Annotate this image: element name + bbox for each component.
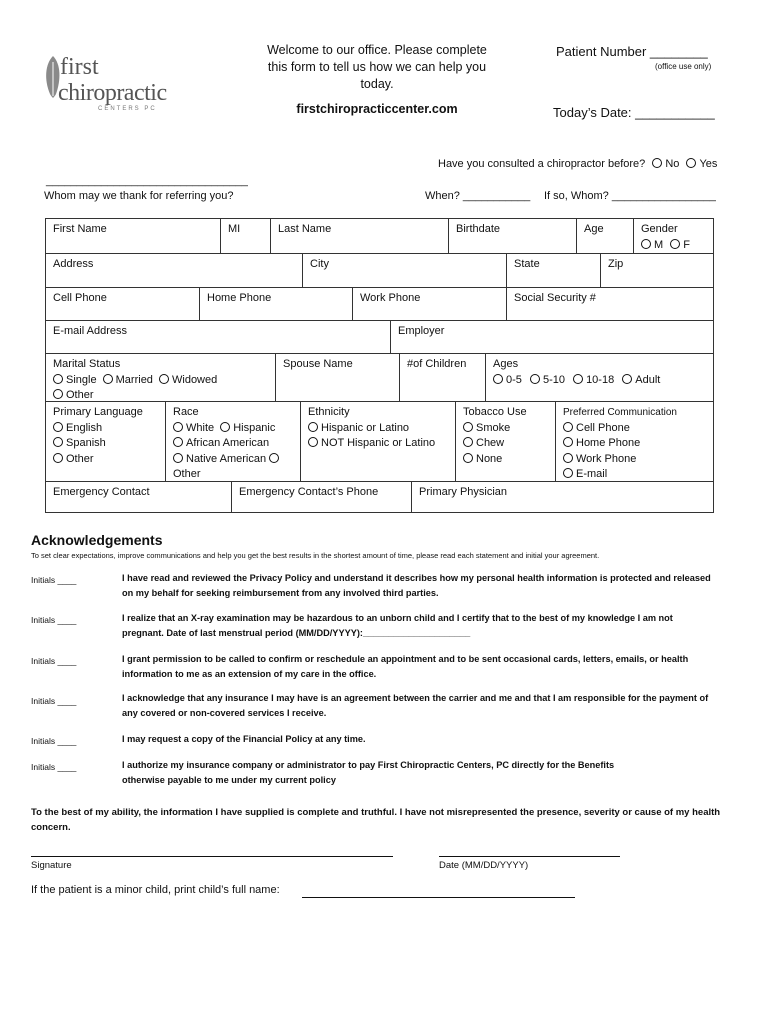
logo-text-centers: CENTERS PC: [98, 106, 157, 112]
first-name-field[interactable]: [46, 219, 221, 254]
age4-label: Adult: [635, 373, 661, 386]
pc-email-label: E-mail: [576, 468, 608, 480]
pc-work-label: Work Phone: [576, 452, 637, 465]
no-radio-icon[interactable]: [652, 158, 662, 168]
smoke-radio-icon[interactable]: [463, 422, 473, 432]
language-label: Primary Language: [53, 406, 143, 418]
pref-comm-label: Preferred Communication: [563, 407, 677, 418]
birthdate-field[interactable]: [449, 219, 577, 254]
ack-item-contact: I grant permission to be called to confirm or reschedule an appointment and to be sent occasional cards, letters, emails, or health information to me as an extension of my care in the office.: [122, 654, 689, 679]
home-phone-label: Home Phone: [207, 292, 272, 304]
when-field: When? ___________: [425, 190, 531, 202]
consulted-question: [438, 158, 717, 170]
race-other-radio-icon[interactable]: [269, 453, 279, 463]
ack-item-insurance: I acknowledge that any insurance I may have is an agreement between the carrier and me and that I am responsible for the payment of any covered or non-covered services I receive.: [122, 693, 709, 718]
logo: [40, 50, 180, 120]
chew-radio-icon[interactable]: [463, 437, 473, 447]
zip-label: Zip: [608, 258, 624, 270]
initials-field-5[interactable]: Initials ____: [31, 736, 77, 746]
ages-field: [486, 354, 713, 402]
welcome-message: Welcome to our office. Please complete this form to tell us how we can help you today.: [267, 43, 487, 91]
preferred-communication-field: [556, 402, 713, 482]
african-radio-icon[interactable]: [173, 437, 183, 447]
city-label: City: [310, 258, 329, 270]
office-use-note: (office use only): [655, 62, 712, 71]
website-url: firstchiropracticcenter.com: [296, 102, 458, 116]
zip-field[interactable]: [601, 254, 713, 288]
age2-radio-icon[interactable]: [530, 374, 540, 384]
initials-field-4[interactable]: Initials ____: [31, 696, 77, 706]
widowed-label: Widowed: [172, 373, 218, 386]
state-field[interactable]: [507, 254, 601, 288]
age-label: Age: [584, 223, 604, 235]
date-line[interactable]: [439, 856, 620, 857]
emergency-phone-field[interactable]: [232, 482, 412, 512]
pc-cell-label: Cell Phone: [576, 421, 630, 434]
children-field[interactable]: [400, 354, 486, 402]
referral-label: Whom may we thank for referring you?: [44, 190, 234, 202]
first-name-label: First Name: [53, 223, 107, 235]
pc-home-label: Home Phone: [576, 437, 641, 449]
physician-field[interactable]: [412, 482, 713, 512]
email-label: E-mail Address: [53, 325, 127, 337]
initials-field-3[interactable]: Initials ____: [31, 656, 77, 666]
ack-title: Acknowledgements: [31, 532, 163, 548]
ethnicity-field: [301, 402, 456, 482]
cell-phone-field[interactable]: [46, 288, 200, 321]
marital-label: Marital Status: [53, 358, 121, 370]
not-hisp-label: NOT Hispanic or Latino: [321, 437, 436, 449]
none-label: None: [476, 452, 503, 465]
initials-field-2[interactable]: Initials ____: [31, 615, 77, 625]
pc-home-radio-icon[interactable]: [563, 437, 573, 447]
chew-label: Chew: [476, 437, 505, 449]
widowed-radio-icon[interactable]: [159, 374, 169, 384]
state-label: State: [514, 258, 540, 270]
ssn-field[interactable]: [507, 288, 713, 321]
white-radio-icon[interactable]: [173, 422, 183, 432]
age2-label: 5-10: [542, 373, 565, 386]
ack-item-authorize: I authorize my insurance company or administrator to pay First Chiropractic Centers, PC directly for the Benefits otherwise payable to me under my current policy: [122, 760, 615, 785]
work-phone-label: Work Phone: [360, 292, 421, 304]
whom-field: If so, Whom? _________________: [544, 190, 716, 202]
race-label: Race: [173, 406, 199, 418]
gender-f-radio-icon[interactable]: [670, 239, 680, 249]
tobacco-label: Tobacco Use: [463, 406, 527, 418]
gender-m-radio-icon[interactable]: [641, 239, 651, 249]
white-label: White: [186, 421, 215, 434]
minor-child-label: If the patient is a minor child, print child’s full name:: [31, 884, 280, 896]
english-radio-icon[interactable]: [53, 422, 63, 432]
initials-field-1[interactable]: Initials ____: [31, 575, 77, 585]
pc-cell-radio-icon[interactable]: [563, 422, 573, 432]
yes-label: Yes: [699, 158, 718, 170]
gender-field: [634, 219, 713, 254]
city-field[interactable]: [303, 254, 507, 288]
consulted-label: Have you consulted a chiropractor before?: [438, 158, 646, 170]
smoke-label: Smoke: [476, 421, 511, 434]
ack-item-privacy: I have read and reviewed the Privacy Policy and understand it describes how my personal health information is protected and released on my behalf for seeking reimbursement from any involved third parties.: [122, 573, 711, 598]
gender-label: Gender: [641, 223, 678, 235]
language-other-radio-icon[interactable]: [53, 453, 63, 463]
minor-child-name-line[interactable]: [302, 897, 575, 898]
ack-item-financial: I may request a copy of the Financial Policy at any time.: [122, 734, 366, 744]
ethnicity-label: Ethnicity: [308, 406, 350, 418]
single-radio-icon[interactable]: [53, 374, 63, 384]
patient-number-field: Patient Number ________: [556, 44, 708, 59]
address-label: Address: [53, 258, 94, 270]
language-other-label: Other: [66, 452, 94, 465]
married-label: Married: [115, 373, 153, 386]
race-other-label: Other: [173, 468, 201, 480]
truthful-statement: To the best of my ability, the information I have supplied is complete and truthful. I have not misrepresented the presence, severity or cause of my health concern.: [31, 807, 721, 833]
age4-radio-icon[interactable]: [622, 374, 632, 384]
age-field[interactable]: [577, 219, 634, 254]
birthdate-label: Birthdate: [456, 223, 501, 235]
last-name-label: Last Name: [278, 223, 332, 235]
not-hisp-radio-icon[interactable]: [308, 437, 318, 447]
children-label: #of Children: [407, 358, 467, 370]
cell-phone-label: Cell Phone: [53, 292, 107, 304]
hispanic-label: Hispanic: [233, 421, 276, 434]
patient-info-grid: [45, 218, 714, 513]
physician-label: Primary Physician: [419, 486, 508, 498]
ssn-label: Social Security #: [514, 292, 596, 304]
pc-work-radio-icon[interactable]: [563, 453, 573, 463]
gender-f-label: F: [683, 238, 690, 251]
native-label: Native American: [186, 452, 267, 465]
spouse-name-field[interactable]: [276, 354, 400, 402]
marital-other-label: Other: [66, 389, 94, 401]
ack-intro: To set clear expectations, improve communications and help you get the best results in the shortest amount of time, please read each statement and initial your agreement.: [31, 551, 600, 560]
employer-field[interactable]: [391, 321, 713, 354]
age1-label: 0-5: [506, 373, 522, 386]
logo-text-chiropractic: chiropractic: [58, 80, 167, 106]
mi-label: MI: [228, 223, 241, 235]
primary-language-field: [46, 402, 166, 482]
none-radio-icon[interactable]: [463, 453, 473, 463]
work-phone-field[interactable]: [353, 288, 507, 321]
no-label: No: [665, 158, 680, 170]
gender-m-label: M: [654, 238, 664, 251]
referral-line: _________________________________: [46, 175, 248, 187]
home-phone-field[interactable]: [200, 288, 353, 321]
last-name-field[interactable]: [271, 219, 449, 254]
pc-email-radio-icon[interactable]: [563, 468, 573, 478]
employer-label: Employer: [398, 325, 445, 337]
marital-status-field: [46, 354, 276, 402]
married-radio-icon[interactable]: [103, 374, 113, 384]
tobacco-field: [456, 402, 556, 482]
native-radio-icon[interactable]: [173, 453, 183, 463]
ages-label: Ages: [493, 358, 519, 370]
african-label: African American: [186, 437, 270, 449]
age3-label: 10-18: [586, 373, 615, 386]
address-field[interactable]: [46, 254, 303, 288]
hisp-latino-radio-icon[interactable]: [308, 422, 318, 432]
spanish-label: Spanish: [66, 437, 106, 449]
spouse-label: Spouse Name: [283, 358, 353, 370]
hisp-latino-label: Hispanic or Latino: [321, 421, 410, 434]
spanish-radio-icon[interactable]: [53, 437, 63, 447]
date-label: Date (MM/DD/YYYY): [439, 860, 529, 871]
todays-date-field: Today’s Date: ___________: [553, 105, 715, 120]
ack-item-xray: I realize that an X-ray examination may be hazardous to an unborn child and I certify that to the best of my knowledge I am not pregnant. Date of last menstrual period (MM/DD/YYYY):_____________________: [122, 613, 673, 638]
email-field[interactable]: [46, 321, 391, 354]
race-field: [166, 402, 301, 482]
age3-radio-icon[interactable]: [573, 374, 583, 384]
emergency-label: Emergency Contact: [53, 486, 150, 498]
signature-label: Signature: [31, 860, 72, 871]
english-label: English: [66, 421, 103, 434]
hispanic-radio-icon[interactable]: [220, 422, 230, 432]
initials-field-6[interactable]: Initials ____: [31, 762, 77, 772]
mi-field[interactable]: [221, 219, 271, 254]
yes-radio-icon[interactable]: [686, 158, 696, 168]
emergency-contact-field[interactable]: [46, 482, 232, 512]
single-label: Single: [66, 373, 97, 386]
age1-radio-icon[interactable]: [493, 374, 503, 384]
marital-other-radio-icon[interactable]: [53, 389, 63, 399]
logo-text-first: first: [60, 54, 99, 80]
signature-line[interactable]: [31, 856, 393, 857]
emergency-phone-label: Emergency Contact’s Phone: [239, 486, 379, 498]
